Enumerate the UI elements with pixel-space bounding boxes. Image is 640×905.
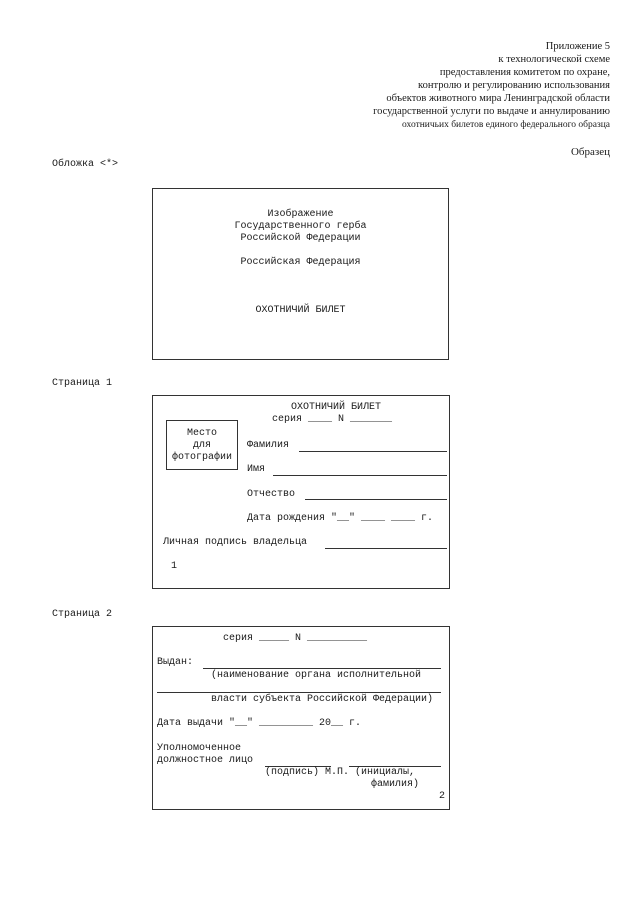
name-label: Имя <box>247 464 266 475</box>
organ-caption-continued: власти субъекта Российской Федерации) <box>211 694 434 705</box>
page1-title: ОХОТНИЧИЙ БИЛЕТ <box>291 402 382 413</box>
header-line-region: объектов животного мира Ленинградской области <box>386 93 610 104</box>
surname-line <box>299 451 447 452</box>
photo-caption <box>167 428 237 464</box>
sample-label: Образец <box>570 146 610 158</box>
photo-caption-line: для <box>192 440 211 451</box>
organ-caption: (наименование органа исполнительной <box>211 670 422 681</box>
photo-placeholder <box>166 420 238 470</box>
page2-number: 2 <box>439 791 446 802</box>
signature-caption: (подпись) М.П. (инициалы, <box>265 767 416 778</box>
issued-label: Выдан: <box>157 657 194 668</box>
page1-series-line: серия ____ N _______ <box>272 414 393 425</box>
photo-caption-line: фотографии <box>171 452 232 463</box>
surname-label: Фамилия <box>247 440 290 451</box>
header-line-control: контролю и регулированию использования <box>418 80 610 91</box>
page1-section-label: Страница 1 <box>52 378 113 389</box>
cover-country: Российская Федерация <box>240 257 361 268</box>
header-line-service: государственной услуги по выдаче и аннулированию <box>373 106 610 117</box>
photo-caption-line: Место <box>186 428 217 439</box>
birthdate-line: Дата рождения "__" ____ ____ г. <box>247 513 434 524</box>
cover-frame <box>152 188 449 360</box>
surname-caption: фамилия) <box>371 779 420 790</box>
authorized-label: Уполномоченное <box>157 743 242 754</box>
page2-section-label: Страница 2 <box>52 609 113 620</box>
header-line-committee: предоставления комитетом по охране, <box>439 67 610 78</box>
issued-line <box>203 668 441 669</box>
page2-frame <box>152 626 450 810</box>
header-line-tickets: охотничьих билетов единого федерального образца <box>402 120 610 130</box>
cover-section-label: Обложка <*> <box>52 159 119 170</box>
name-line <box>273 475 447 476</box>
cover-emblem-line: Государственного герба <box>234 221 367 232</box>
organ-line <box>157 692 441 693</box>
header-line-scheme: к технологической схеме <box>498 54 610 65</box>
page1-number: 1 <box>171 561 178 572</box>
cover-emblem-line: Изображение <box>267 209 334 220</box>
page1-frame <box>152 395 450 589</box>
owner-signature-label: Личная подпись владельца <box>163 537 308 548</box>
cover-emblem-line: Российской Федерации <box>240 233 361 244</box>
patronymic-label: Отчество <box>247 489 296 500</box>
patronymic-line <box>305 499 447 500</box>
issue-date-line: Дата выдачи "__" _________ 20__ г. <box>157 718 362 729</box>
owner-signature-line <box>325 548 447 549</box>
cover-title: ОХОТНИЧИЙ БИЛЕТ <box>255 305 346 316</box>
official-label: должностное лицо <box>157 755 254 766</box>
header-line-appendix: Приложение 5 <box>545 41 610 52</box>
cover-emblem <box>153 209 448 245</box>
page2-series-line: серия _____ N __________ <box>223 633 368 644</box>
